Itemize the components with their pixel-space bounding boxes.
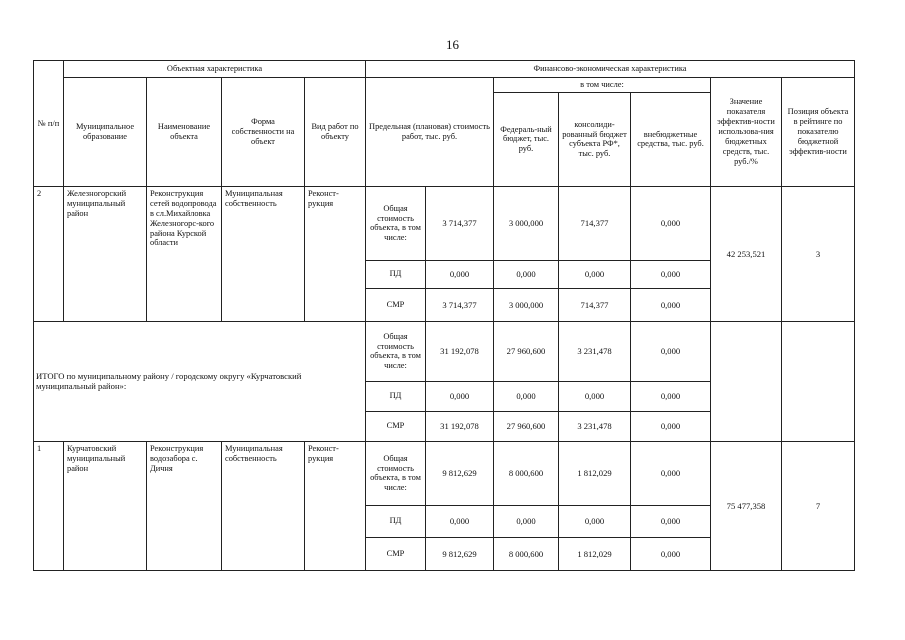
row1-pd-label: ПД — [366, 260, 426, 288]
row2-smr-limit: 9 812,629 — [426, 537, 494, 570]
itogo-position — [782, 321, 855, 441]
row2-pd-extrabudget: 0,000 — [631, 505, 711, 537]
row2-total-extrabudget: 0,000 — [631, 441, 711, 505]
row1-municipality: Железногорский муниципальный район — [64, 186, 147, 321]
itogo-pd-federal: 0,000 — [494, 381, 559, 411]
row1-pd-consolidated: 0,000 — [559, 260, 631, 288]
itogo-total-federal: 27 960,600 — [494, 321, 559, 381]
row1-position: 3 — [782, 186, 855, 321]
row1-num: 2 — [34, 186, 64, 321]
row2-object-name: Реконструкция водозабора с. Дичня — [147, 441, 222, 570]
row1-work-type: Реконст-рукция — [305, 186, 366, 321]
row1-total-consolidated: 714,377 — [559, 186, 631, 260]
row2-num: 1 — [34, 441, 64, 570]
row1-total-extrabudget: 0,000 — [631, 186, 711, 260]
row2-pd-limit: 0,000 — [426, 505, 494, 537]
row2-pd-label: ПД — [366, 505, 426, 537]
itogo-total-limit: 31 192,078 — [426, 321, 494, 381]
itogo-smr-federal: 27 960,600 — [494, 411, 559, 441]
row2-smr-federal: 8 000,600 — [494, 537, 559, 570]
itogo-total-label: Общая стоимость объекта, в том числе: — [366, 321, 426, 381]
row1-smr-limit: 3 714,377 — [426, 288, 494, 321]
row1-pd-federal: 0,000 — [494, 260, 559, 288]
header-consolidated: консолиди-рованный бюджет субъекта РФ*, тыс. руб. — [559, 92, 631, 186]
row2-indicator: 75 477,358 — [711, 441, 782, 570]
row1-pd-limit: 0,000 — [426, 260, 494, 288]
row1-smr-federal: 3 000,000 — [494, 288, 559, 321]
header-extrabudget: внебюджетные средства, тыс. руб. — [631, 92, 711, 186]
header-federal: Федераль-ный бюджет, тыс. руб. — [494, 92, 559, 186]
header-object-char: Объектная характеристика — [64, 61, 366, 78]
header-ownership: Форма собственности на объект — [222, 78, 305, 187]
row2-position: 7 — [782, 441, 855, 570]
itogo-pd-extrabudget: 0,000 — [631, 381, 711, 411]
row1-smr-extrabudget: 0,000 — [631, 288, 711, 321]
itogo-pd-limit: 0,000 — [426, 381, 494, 411]
itogo-indicator — [711, 321, 782, 441]
header-including: в том числе: — [494, 78, 711, 93]
row1-total-limit: 3 714,377 — [426, 186, 494, 260]
itogo-total-consolidated: 3 231,478 — [559, 321, 631, 381]
header-municipality: Муниципальное образование — [64, 78, 147, 187]
row2-total-consolidated: 1 812,029 — [559, 441, 631, 505]
row2-municipality: Курчатовский муниципальный район — [64, 441, 147, 570]
itogo-smr-label: СМР — [366, 411, 426, 441]
row2-pd-federal: 0,000 — [494, 505, 559, 537]
header-work-type: Вид работ по объекту — [305, 78, 366, 187]
row1-total-label: Общая стоимость объекта, в том числе: — [366, 186, 426, 260]
row2-smr-extrabudget: 0,000 — [631, 537, 711, 570]
itogo-smr-consolidated: 3 231,478 — [559, 411, 631, 441]
page-number: 16 — [446, 37, 459, 52]
header-limit-cost: Предельная (плановая) стоимость работ, тыс. руб. — [366, 78, 494, 187]
itogo-total-extrabudget: 0,000 — [631, 321, 711, 381]
itogo-smr-extrabudget: 0,000 — [631, 411, 711, 441]
row1-ownership: Муниципальная собственность — [222, 186, 305, 321]
itogo-pd-consolidated: 0,000 — [559, 381, 631, 411]
row2-smr-consolidated: 1 812,029 — [559, 537, 631, 570]
header-fin-char: Финансово-экономическая характеристика — [366, 61, 855, 78]
itogo-pd-label: ПД — [366, 381, 426, 411]
row2-total-label: Общая стоимость объекта, в том числе: — [366, 441, 426, 505]
row2-total-federal: 8 000,600 — [494, 441, 559, 505]
row1-smr-consolidated: 714,377 — [559, 288, 631, 321]
row1-object-name: Реконструкция сетей водопровода в сл.Михайловка Железногорс-кого района Курской области — [147, 186, 222, 321]
row1-indicator: 42 253,521 — [711, 186, 782, 321]
row1-total-federal: 3 000,000 — [494, 186, 559, 260]
row2-work-type: Реконст-рукция — [305, 441, 366, 570]
row2-pd-consolidated: 0,000 — [559, 505, 631, 537]
financial-table — [33, 60, 855, 571]
header-object-name: Наименование объекта — [147, 78, 222, 187]
itogo-smr-limit: 31 192,078 — [426, 411, 494, 441]
row2-total-limit: 9 812,629 — [426, 441, 494, 505]
header-position: Позиция объекта в рейтинге по показателю бюджетной эффектив-ности — [782, 78, 855, 187]
header-num: № п/п — [34, 61, 64, 187]
header-indicator: Значение показателя эффектив-ности использова-ния бюджетных средств, тыс. руб./% — [711, 78, 782, 187]
row1-smr-label: СМР — [366, 288, 426, 321]
row2-ownership: Муниципальная собственность — [222, 441, 305, 570]
itogo-label: ИТОГО по муниципальному району / городскому округу «Курчатовский муниципальный район»: — [34, 321, 366, 441]
row1-pd-extrabudget: 0,000 — [631, 260, 711, 288]
row2-smr-label: СМР — [366, 537, 426, 570]
